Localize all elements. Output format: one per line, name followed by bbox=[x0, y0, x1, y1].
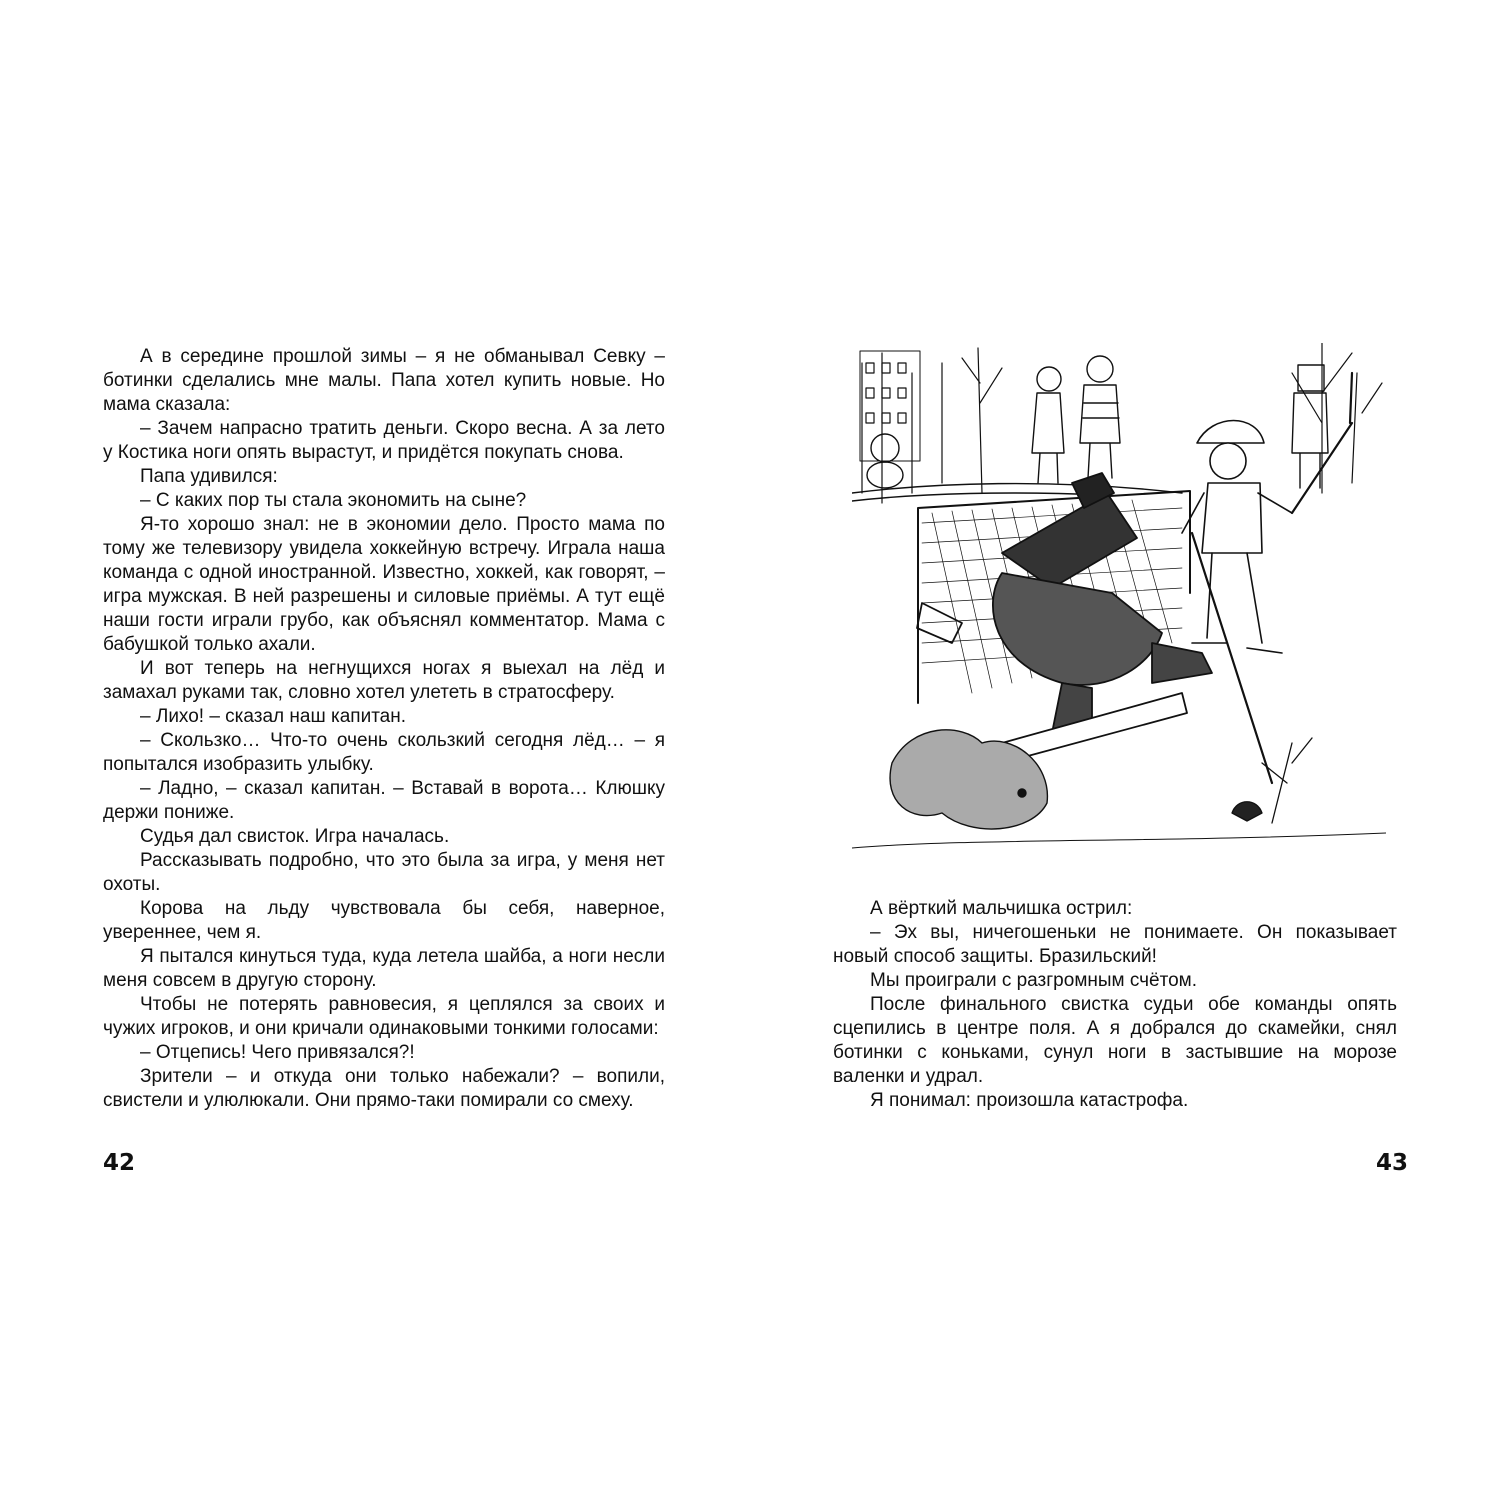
paragraph: Рассказывать подробно, что это была за игра, у меня нет охоты. bbox=[103, 850, 665, 895]
ice-ground bbox=[852, 833, 1386, 848]
right-page-text bbox=[833, 897, 1397, 1113]
paragraph: А вёрткий мальчишка острил: bbox=[870, 898, 1133, 919]
paragraph: Чтобы не потерять равновесия, я цеплялся за своих и чужих игроков, и они кричали одинаковыми тонкими голосами: bbox=[103, 994, 665, 1039]
paragraph: – Отцепись! Чего привязался?! bbox=[140, 1042, 415, 1063]
paragraph: Мы проиграли с разгромным счётом. bbox=[870, 970, 1198, 991]
paragraph: Я-то хорошо знал: не в экономии дело. Просто мама по тому же телевизору увидела хоккейную встречу. Играла наша команда с одной иностранной. Известно, хоккей, как говорят, – игра мужская. В ней разрешены и силовые приёмы. А тут ещё наши гости играли грубо, как объяснял комментатор. Мама с бабушкой только ахали. bbox=[103, 514, 665, 655]
paragraph: – С каких пор ты стала экономить на сыне? bbox=[140, 490, 527, 511]
paragraph: Зрители – и откуда они только набежали? – вопили, свистели и улюлюкали. Они прямо-таки помирали со смеху. bbox=[103, 1066, 665, 1111]
paragraph: После финального свистка судьи обе команды опять сцепились в центре поля. А я добрался до скамейки, снял ботинки с коньками, сунул ноги в застывшие на морозе валенки и удрал. bbox=[833, 994, 1397, 1087]
paragraph: – Эх вы, ничегошеньки не понимаете. Он показывает новый способ защиты. Бразильский! bbox=[833, 922, 1397, 967]
left-page-text bbox=[103, 345, 665, 1113]
page-number-right: 43 bbox=[1376, 1150, 1409, 1176]
goalie bbox=[917, 473, 1212, 763]
paragraph: Корова на льду чувствовала бы себя, наверное, увереннее, чем я. bbox=[103, 898, 665, 943]
skater bbox=[1182, 373, 1352, 783]
paragraph: Судья дал свисток. Игра началась. bbox=[140, 826, 450, 847]
paragraph: – Зачем напрасно тратить деньги. Скоро весна. А за лето у Костика ноги опять вырастут, и придётся покупать снова. bbox=[103, 418, 665, 463]
hockey-illustration bbox=[852, 343, 1386, 863]
paragraph: И вот теперь на негнущихся ногах я выехал на лёд и замахал руками так, словно хотел улететь в стратосферу. bbox=[103, 658, 665, 703]
page-number-left: 42 bbox=[103, 1150, 136, 1176]
paragraph: Я пытался кинуться туда, куда летела шайба, а ноги несли меня совсем в другую сторону. bbox=[103, 946, 665, 991]
paragraph: Я понимал: произошла катастрофа. bbox=[870, 1090, 1189, 1111]
paragraph: – Лихо! – сказал наш капитан. bbox=[140, 706, 407, 727]
paragraph: А в середине прошлой зимы – я не обманывал Севку – ботинки сделались мне малы. Папа хотел купить новые. Но мама сказала: bbox=[103, 346, 665, 415]
paragraph: – Скользко… Что-то очень скользкий сегодня лёд… – я попытался изобразить улыбку. bbox=[103, 730, 665, 775]
paragraph: Папа удивился: bbox=[140, 466, 278, 487]
paragraph: – Ладно, – сказал капитан. – Вставай в ворота… Клюшку держи пониже. bbox=[103, 778, 665, 823]
spectators bbox=[867, 356, 1328, 488]
background-trees bbox=[860, 343, 1382, 503]
snow-bank bbox=[852, 484, 1182, 501]
